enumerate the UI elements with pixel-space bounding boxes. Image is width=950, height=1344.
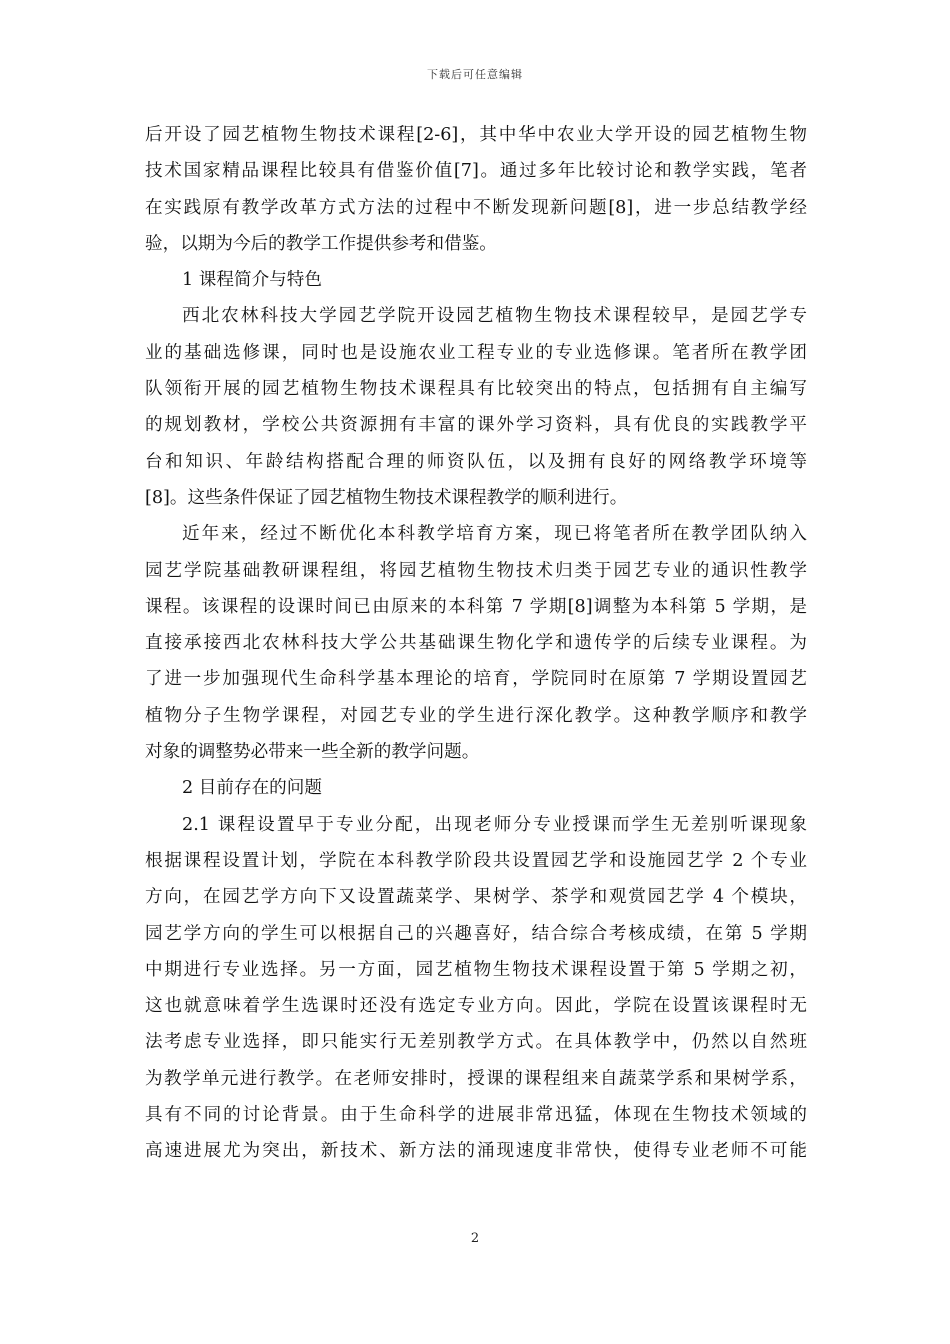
body-text [145,117,807,1170]
page-number: 2 [470,1231,480,1246]
text-line: 高速进展尤为突出，新技术、新方法的涌现速度非常快，使得专业老师不可能 [145,1141,807,1162]
text-line: 具有不同的讨论背景。由于生命科学的进展非常迅猛，体现在生物技术领域的 [145,1105,807,1126]
text-line: 园艺学方向的学生可以根据自己的兴趣喜好，结合综合考核成绩，在第 5 学期 [145,923,807,944]
text-line: 的规划教材，学校公共资源拥有丰富的课外学习资料，具有优良的实践教学平 [145,415,807,436]
header-note: 下载后可任意编辑 [427,68,523,81]
text-line: 为教学单元进行教学。在老师安排时，授课的课程组来自蔬菜学系和果树学系， [145,1068,807,1089]
text-line: 验，以期为今后的教学工作提供参考和借鉴。 [145,233,497,254]
text-line: 中期进行专业选择。另一方面，园艺植物生物技术课程设置于第 5 学期之初， [145,959,807,980]
text-line: 课程。该课程的设课时间已由原来的本科第 7 学期[8]调整为本科第 5 学期，是 [145,596,807,617]
text-line: 技术国家精品课程比较具有借鉴价值[7]。通过多年比较讨论和教学实践，笔者 [145,161,807,182]
text-line: 这也就意味着学生选课时还没有选定专业方向。因此，学院在设置该课程时无 [145,996,807,1017]
section-heading: 2 目前存在的问题 [182,778,322,799]
text-line: 队领衔开展的园艺植物生物技术课程具有比较突出的特点，包括拥有自主编写 [145,379,807,400]
subsection-heading: 2.1 课程设置早于专业分配，出现老师分专业授课而学生无差别听课现象 [182,814,807,835]
text-line: 在实践原有教学改革方式方法的过程中不断发现新问题[8]，进一步总结教学经 [145,197,807,218]
text-line: 根据课程设置计划，学院在本科教学阶段共设置园艺学和设施园艺学 2 个专业 [145,850,807,871]
text-line: 直接承接西北农林科技大学公共基础课生物化学和遗传学的后续专业课程。为 [145,633,807,654]
text-line: 了进一步加强现代生命科学基本理论的培育，学院同时在原第 7 学期设置园艺 [145,669,807,690]
text-line: [8]。这些条件保证了园艺植物生物技术课程教学的顺利进行。 [145,487,628,508]
text-line: 园艺学院基础教研课程组，将园艺植物生物技术归类于园艺专业的通识性教学 [145,560,807,581]
text-line: 近年来，经过不断优化本科教学培育方案，现已将笔者所在教学团队纳入 [182,524,807,545]
text-line: 后开设了园艺植物生物技术课程[2-6]，其中华中农业大学开设的园艺植物生物 [145,125,807,145]
section-heading: 1 课程简介与特色 [182,270,322,291]
text-line: 植物分子生物学课程，对园艺专业的学生进行深化教学。这种教学顺序和教学 [145,705,807,726]
text-line: 法考虑专业选择，即只能实行无差别教学方式。在具体教学中，仍然以自然班 [145,1032,807,1053]
text-line: 方向，在园艺学方向下又设置蔬菜学、果树学、茶学和观赏园艺学 4 个模块， [145,887,807,908]
text-line: 业的基础选修课，同时也是设施农业工程专业的专业选修课。笔者所在教学团 [145,342,807,363]
text-line: 台和知识、年龄结构搭配合理的师资队伍，以及拥有良好的网络教学环境等 [145,451,807,472]
text-line: 西北农林科技大学园艺学院开设园艺植物生物技术课程较早，是园艺学专 [182,306,807,327]
text-line: 对象的调整势必带来一些全新的教学问题。 [145,742,480,763]
